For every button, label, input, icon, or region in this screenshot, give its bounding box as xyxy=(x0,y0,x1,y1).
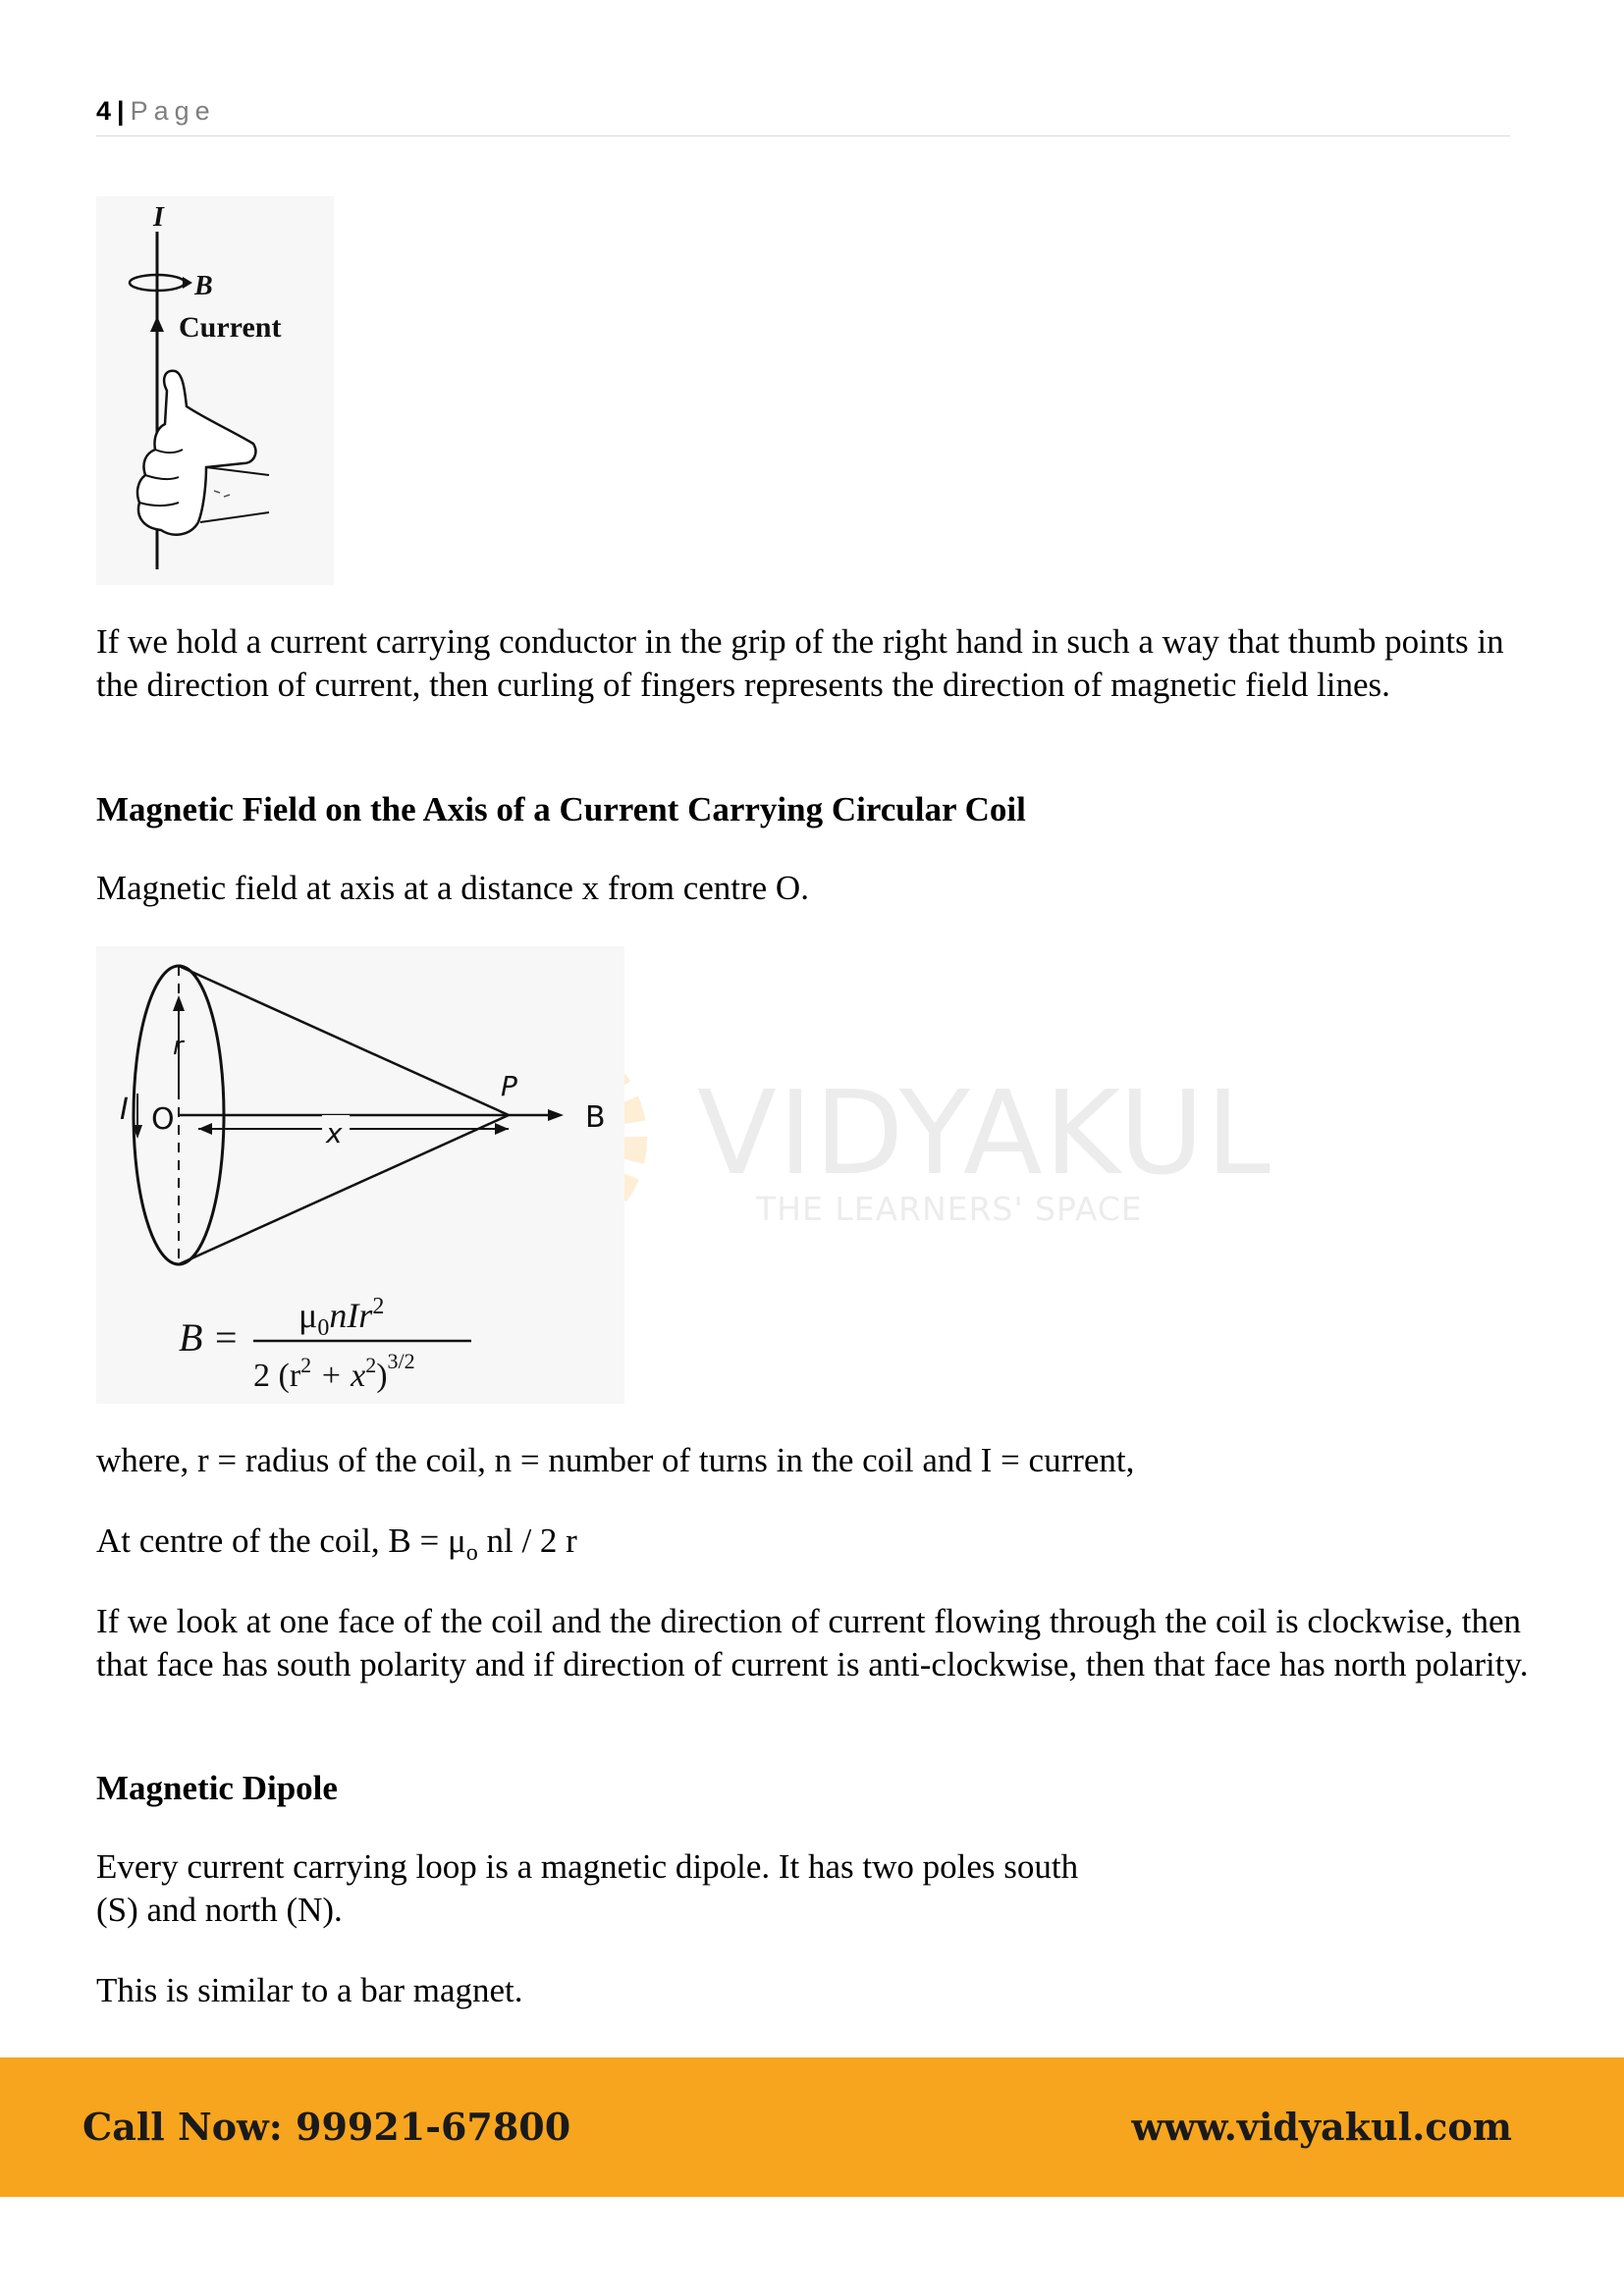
label-I: I xyxy=(153,202,164,233)
heading-circular-coil: Magnetic Field on the Axis of a Current Carrying Circular Coil xyxy=(96,790,1026,828)
paragraph-centre-field: At centre of the coil, $B = \mu_o$ nl / 2 r xyxy=(96,1522,577,1566)
heading-magnetic-dipole: Magnetic Dipole xyxy=(96,1769,338,1807)
paragraph-bar-magnet: This is similar to a bar magnet. xyxy=(96,1971,523,2009)
page-label: Page xyxy=(130,96,216,126)
call-now-text: Call Now: 99921-67800 xyxy=(82,2105,571,2149)
website-link[interactable]: www.vidyakul.com xyxy=(1131,2105,1512,2149)
watermark-tagline: THE LEARNERS' SPACE xyxy=(756,1190,1143,1228)
label-x: x xyxy=(326,1117,343,1149)
paragraph-right-hand-rule: If we hold a current carrying conductor in the grip of the right hand in such a way that thumb points in the direction of current, then curling of fingers represents the direction of magnetic field lines. xyxy=(96,622,1504,704)
right-hand-rule-figure xyxy=(96,196,334,585)
paragraph-dipole: Every current carrying loop is a magnetic dipole. It has two poles south (S) and north (N). xyxy=(96,1847,1079,1929)
watermark-brand: VIDYAKUL xyxy=(697,1065,1272,1201)
label-r: r xyxy=(173,1032,184,1061)
label-field-B: B xyxy=(585,1100,606,1135)
label-current: Current xyxy=(179,311,282,344)
paragraph-polarity: If we look at one face of the coil and the direction of current flowing through the coil is clockwise, then that face has south polarity and if direction of current is anti-clockwise, then that face has north polarity. xyxy=(96,1602,1529,1683)
page-number: 4 xyxy=(96,96,112,126)
label-O: O xyxy=(151,1102,175,1137)
paragraph-where: where, r = radius of the coil, n = number of turns in the coil and I = current, xyxy=(96,1441,1135,1479)
circular-coil-figure xyxy=(96,946,624,1404)
label-B: B xyxy=(194,271,213,301)
formula-denominator: 2 $(r^2 + x^2)^{3/2}$ xyxy=(253,1349,415,1394)
label-P: P xyxy=(501,1070,517,1102)
formula-lhs: B = xyxy=(179,1315,240,1360)
paragraph-axis-distance: Magnetic field at axis at a distance x from centre O. xyxy=(96,869,809,907)
footer-banner xyxy=(0,2057,1624,2197)
label-I: I xyxy=(120,1093,129,1127)
formula-numerator: $\mu_0nIr^2$ xyxy=(298,1294,385,1341)
header-separator: | xyxy=(117,96,125,126)
page-header xyxy=(96,96,1510,136)
